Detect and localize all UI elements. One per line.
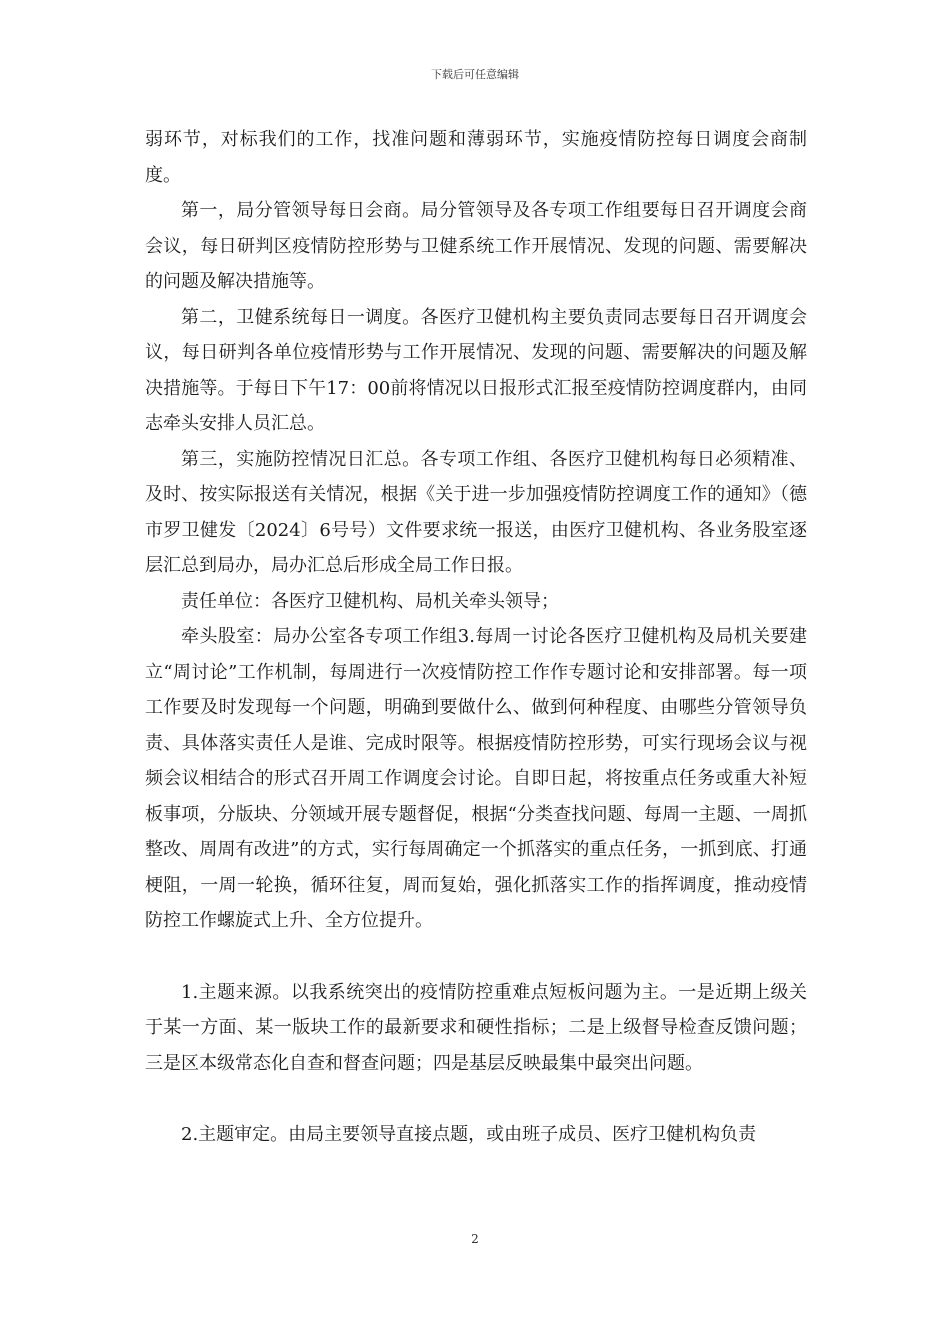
document-body: [145, 122, 807, 1153]
paragraph-second-item: 第二，卫健系统每日一调度。各医疗卫健机构主要负责同志要每日召开调度会议，每日研判各单位疫情形势与工作开展情况、发现的问题、需要解决的问题及解决措施等。于每日下午17：00前将情况以日报形式汇报至疫情防控调度群内，由同志牵头安排人员汇总。: [145, 306, 807, 434]
paragraph-third-item: 第三，实施防控情况日汇总。各专项工作组、各医疗卫健机构每日必须精准、及时、按实际报送有关情况，根据《关于进一步加强疫情防控调度工作的通知》（德市罗卫健发〔2024〕6号号）文件要求统一报送，由医疗卫健机构、各业务股室逐层汇总到局办，局办汇总后形成全局工作日报。: [145, 448, 807, 576]
page-number: 2: [471, 1232, 479, 1246]
paragraph-continuation: 弱环节，对标我们的工作，找准问题和薄弱环节，实施疫情防控每日调度会商制度。: [145, 129, 807, 186]
paragraph-topic-source: 1.主题来源。以我系统突出的疫情防控重难点短板问题为主。一是近期上级关于某一方面、某一版块工作的最新要求和硬性指标；二是上级督导检查反馈问题；三是区本级常态化自查和督查问题；四是基层反映最集中最突出问题。: [145, 981, 807, 1074]
paragraph-first-item: 第一，局分管领导每日会商。局分管领导及各专项工作组要每日召开调度会商会议，每日研判区疫情防控形势与卫健系统工作开展情况、发现的问题、需要解决的问题及解决措施等。: [145, 200, 807, 292]
paragraph-lead-office: 牵头股室：局办公室各专项工作组3.每周一讨论各医疗卫健机构及局机关要建立“周讨论”工作机制，每周进行一次疫情防控工作作专题讨论和安排部署。每一项工作要及时发现每一个问题，明确到要做什么、做到何种程度、由哪些分管领导负责、具体落实责任人是谁、完成时限等。根据疫情防控形势，可实行现场会议与视频会议相结合的形式召开周工作调度会讨论。自即日起，将按重点任务或重大补短板事项，分版块、分领域开展专题督促，根据“分类查找问题、每周一主题、一周抓整改、周周有改进”的方式，实行每周确定一个抓落实的重点任务，一抓到底、打通梗阻，一周一轮换，循环往复，周而复始，强化抓落实工作的指挥调度，推动疫情防控工作螺旋式上升、全方位提升。: [145, 626, 807, 931]
paragraph-topic-review: 2.主题审定。由局主要领导直接点题，或由班子成员、医疗卫健机构负责: [181, 1124, 757, 1145]
paragraph-responsible-unit: 责任单位：各医疗卫健机构、局机关牵头领导；: [181, 590, 559, 612]
page-header: 下载后可任意编辑: [431, 68, 519, 81]
